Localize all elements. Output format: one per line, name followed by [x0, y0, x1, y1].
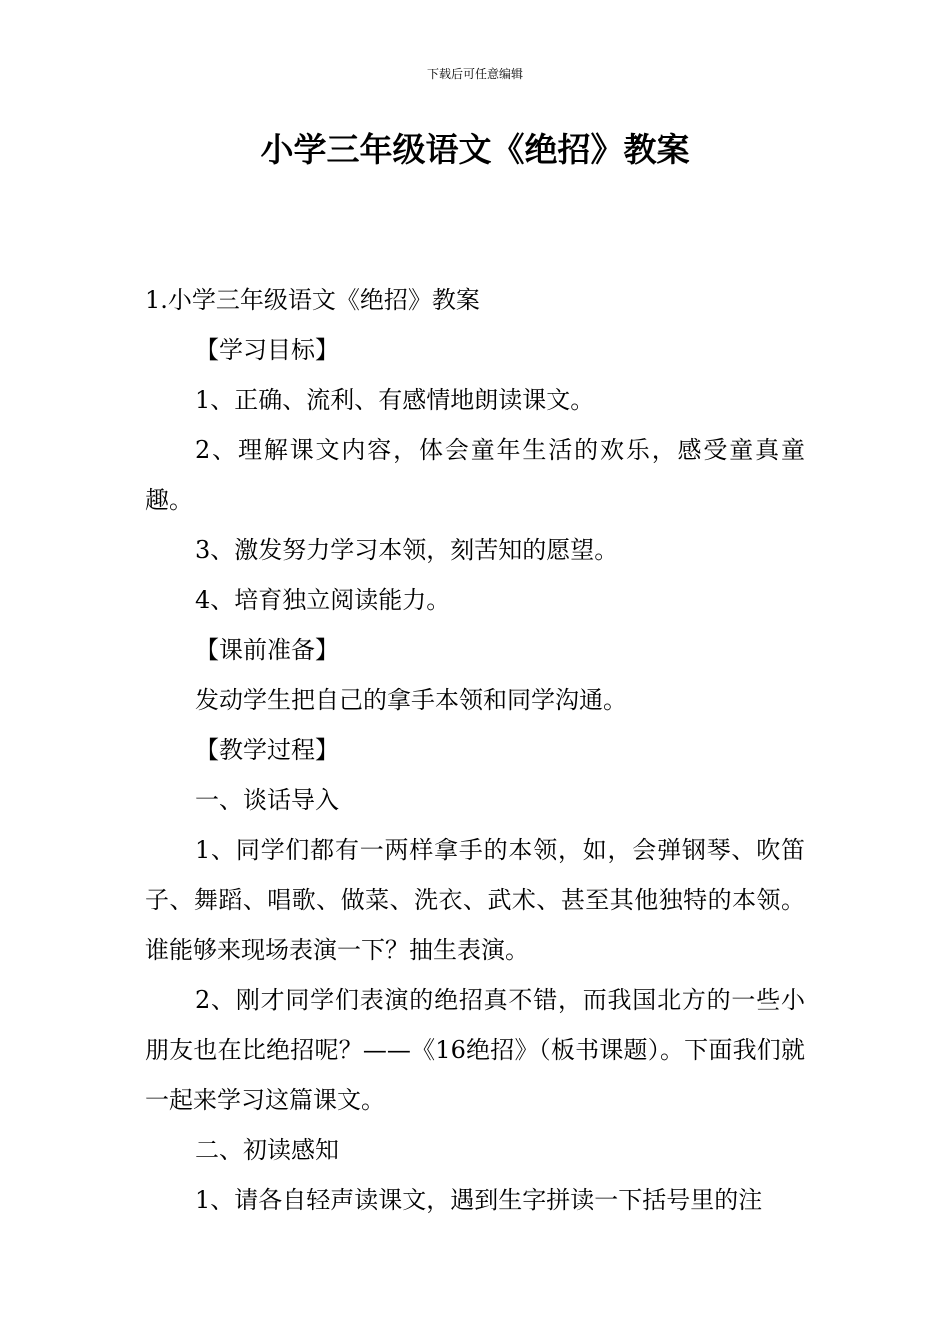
document-title: 小学三年级语文《绝招》教案 [260, 130, 690, 169]
paragraph: 2、理解课文内容，体会童年生活的欢乐，感受童真童趣。 [145, 436, 805, 514]
subheading-learning-goals: 【学习目标】 [195, 336, 339, 364]
paragraph: 3、激发努力学习本领，刻苦知的愿望。 [195, 536, 619, 564]
paragraph: 4、培育独立阅读能力。 [195, 586, 451, 614]
paragraph: 1、正确、流利、有感情地朗读课文。 [195, 386, 595, 414]
page-header-note: 下载后可任意编辑 [426, 67, 523, 81]
paragraph: 1、请各自轻声读课文，遇到生字拼读一下括号里的注 [195, 1186, 763, 1214]
paragraph: 1、同学们都有一两样拿手的本领，如，会弹钢琴、吹笛子、舞蹈、唱歌、做菜、洗衣、武术、甚至其他独特的本领。谁能够来现场表演一下？抽生表演。 [145, 836, 805, 964]
paragraph: 一、谈话导入 [195, 786, 339, 814]
paragraph: 2、刚才同学们表演的绝招真不错，而我国北方的一些小朋友也在比绝招呢？——《16绝招》（板书课题）。下面我们就一起来学习这篇课文。 [145, 986, 805, 1114]
subheading-preparation: 【课前准备】 [195, 636, 339, 664]
subheading-teaching-process: 【教学过程】 [195, 736, 339, 764]
document-body [145, 275, 805, 1225]
section-heading: 1.小学三年级语文《绝招》教案 [145, 286, 480, 314]
paragraph: 二、初读感知 [195, 1136, 339, 1164]
paragraph: 发动学生把自己的拿手本领和同学沟通。 [195, 686, 627, 714]
